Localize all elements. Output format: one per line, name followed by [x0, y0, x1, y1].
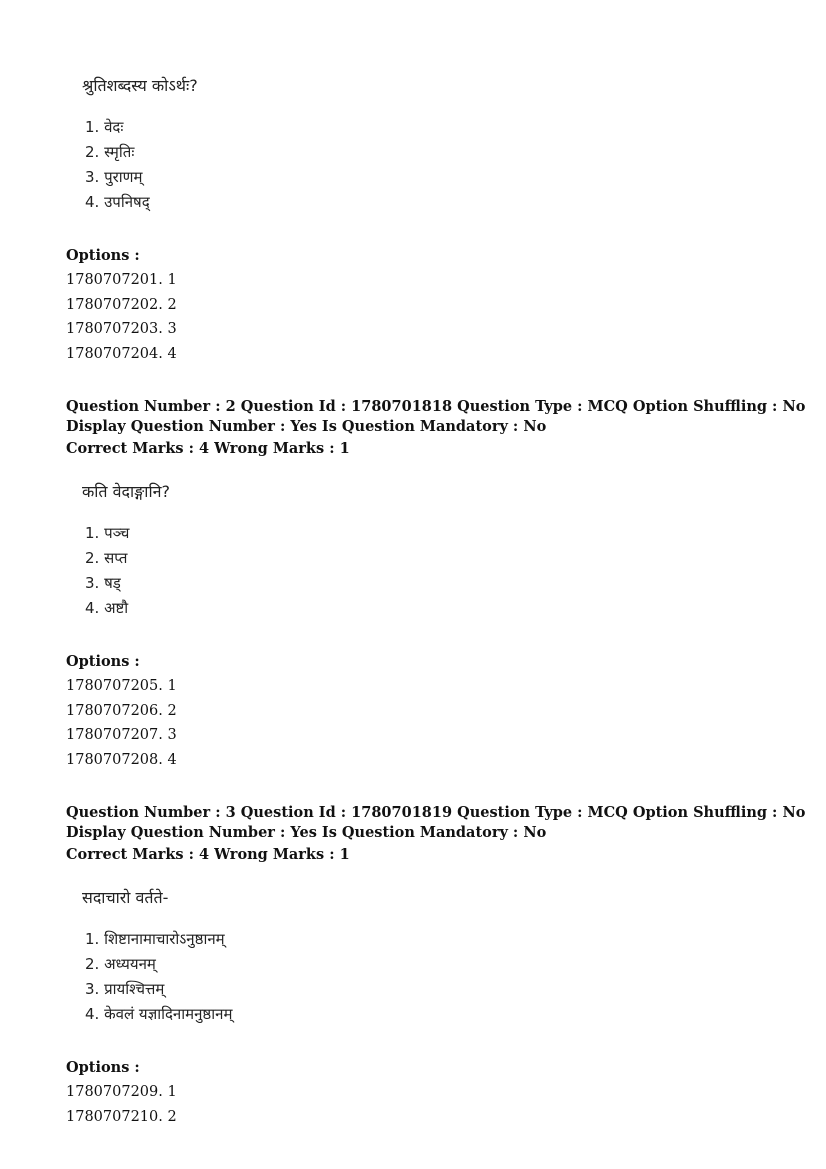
- question-1-options-label: Options :: [66, 247, 140, 264]
- question-2-meta: [66, 397, 805, 459]
- option-item: 1780707204. 4: [66, 346, 177, 363]
- choice-item: 2. अध्ययनम्: [85, 955, 156, 973]
- question-3-meta-line2: Display Question Number : Yes Is Question Mandatory : No: [66, 824, 547, 841]
- option-item: 1780707209. 1: [66, 1084, 177, 1100]
- question-3-meta: [66, 803, 805, 865]
- question-1-options: [66, 268, 177, 367]
- option-item: 1780707203. 3: [66, 321, 177, 338]
- question-2-options: [66, 674, 177, 773]
- question-2-meta-line1: Question Number : 2 Question Id : 1780701818 Question Type : MCQ Option Shuffling : No: [66, 398, 806, 415]
- question-2-choices: [85, 521, 129, 621]
- choice-item: 1. शिष्टानामाचारोऽनुष्ठानम्: [85, 930, 225, 948]
- choice-item: 3. प्रायश्चित्तम्: [85, 980, 165, 998]
- choice-item: 4. केवलं यज्ञादिनामनुष्ठानम्: [85, 1005, 233, 1023]
- option-item: 1780707208. 4: [66, 752, 177, 769]
- choice-item: 2. सप्त: [85, 549, 128, 567]
- question-3-choices: [85, 927, 232, 1027]
- option-item: 1780707201. 1: [66, 272, 177, 288]
- question-3-options: [66, 1080, 177, 1129]
- choice-item: 4. अष्टौ: [85, 599, 129, 617]
- option-item: 1780707206. 2: [66, 702, 177, 719]
- question-2-text: कति वेदाङ्गानि?: [82, 482, 170, 501]
- option-item: 1780707205. 1: [66, 678, 177, 694]
- question-2-meta-line2: Display Question Number : Yes Is Question Mandatory : No: [66, 418, 547, 435]
- question-3-meta-line1: Question Number : 3 Question Id : 1780701819 Question Type : MCQ Option Shuffling : No: [66, 804, 806, 821]
- question-2-options-label: Options :: [66, 653, 140, 670]
- option-item: 1780707207. 3: [66, 727, 177, 744]
- question-3-options-label: Options :: [66, 1059, 140, 1076]
- option-item: 1780707210. 2: [66, 1108, 177, 1125]
- question-1-choices: [85, 115, 150, 215]
- choice-item: 2. स्मृतिः: [85, 143, 135, 161]
- question-1-text: श्रुतिशब्दस्य कोऽर्थः?: [82, 76, 198, 95]
- choice-item: 3. पुराणम्: [85, 168, 143, 186]
- question-3-text: सदाचारो वर्तते-: [82, 888, 169, 907]
- question-2-marks: Correct Marks : 4 Wrong Marks : 1: [66, 440, 350, 457]
- option-item: 1780707202. 2: [66, 296, 177, 313]
- choice-item: 1. वेदः: [85, 118, 124, 136]
- choice-item: 4. उपनिषद्: [85, 193, 150, 211]
- choice-item: 3. षड्: [85, 574, 121, 592]
- question-3-marks: Correct Marks : 4 Wrong Marks : 1: [66, 846, 350, 863]
- choice-item: 1. पञ्च: [85, 524, 130, 542]
